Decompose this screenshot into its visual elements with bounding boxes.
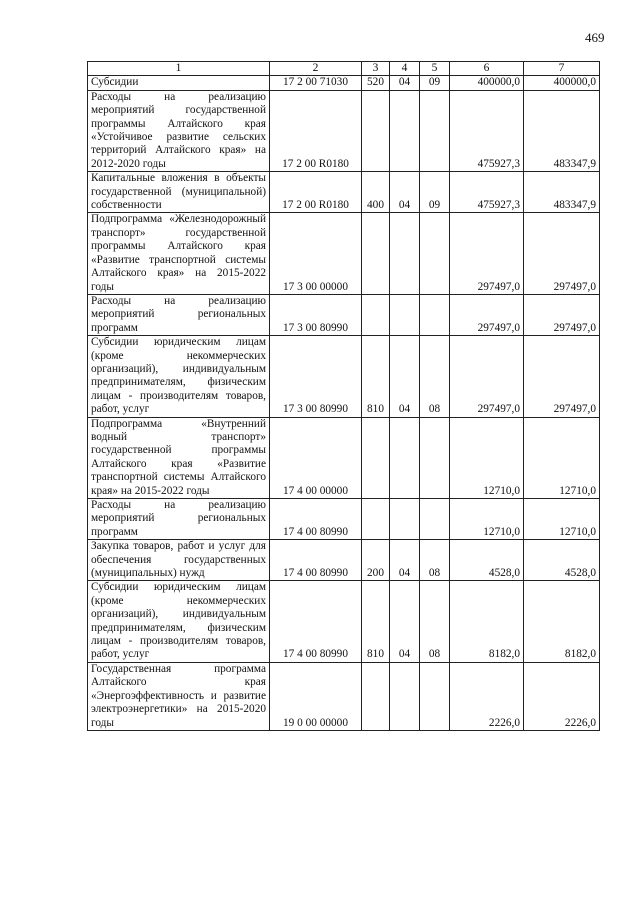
row-expense-type <box>362 662 390 730</box>
row-code: 17 4 00 00000 <box>270 417 362 498</box>
row-code: 17 4 00 80990 <box>270 581 362 662</box>
row-name: Расходы на реализацию мероприятий региональных программ <box>88 499 270 540</box>
row-code: 17 4 00 80990 <box>270 499 362 540</box>
row-name: Капитальные вложения в объекты государственной (муниципальной) собственности <box>88 172 270 213</box>
row-section: 04 <box>390 581 420 662</box>
row-subsection <box>420 417 450 498</box>
row-amount-2: 297497,0 <box>524 336 600 417</box>
column-number-row <box>88 62 600 76</box>
table-row <box>88 336 600 417</box>
column-header-7: 7 <box>524 62 600 76</box>
row-amount-1: 297497,0 <box>450 294 524 335</box>
table-row <box>88 417 600 498</box>
budget-table <box>87 61 600 731</box>
row-amount-1: 400000,0 <box>450 76 524 90</box>
row-expense-type: 520 <box>362 76 390 90</box>
row-amount-2: 400000,0 <box>524 76 600 90</box>
table-row <box>88 499 600 540</box>
row-name: Расходы на реализацию мероприятий региональных программ <box>88 294 270 335</box>
row-subsection <box>420 294 450 335</box>
row-subsection <box>420 662 450 730</box>
row-section: 04 <box>390 540 420 581</box>
row-subsection: 08 <box>420 540 450 581</box>
row-code: 17 2 00 R0180 <box>270 172 362 213</box>
column-header-6: 6 <box>450 62 524 76</box>
row-amount-2: 4528,0 <box>524 540 600 581</box>
row-amount-2: 2226,0 <box>524 662 600 730</box>
row-name: Расходы на реализацию мероприятий государственной программы Алтайского края «Устойчивое развитие сельских территорий Алтайского края» на 2012-2020 годы <box>88 90 270 171</box>
row-section <box>390 294 420 335</box>
column-header-1: 1 <box>88 62 270 76</box>
table-row <box>88 213 600 294</box>
row-section <box>390 213 420 294</box>
row-expense-type: 400 <box>362 172 390 213</box>
row-amount-1: 475927,3 <box>450 172 524 213</box>
row-subsection <box>420 213 450 294</box>
row-expense-type <box>362 213 390 294</box>
row-amount-1: 12710,0 <box>450 417 524 498</box>
row-amount-1: 297497,0 <box>450 336 524 417</box>
table-row <box>88 662 600 730</box>
row-amount-2: 297497,0 <box>524 213 600 294</box>
column-header-5: 5 <box>420 62 450 76</box>
row-name: Государственная программа Алтайского края «Энергоэффективность и развитие электроэнергетики» на 2015-2020 годы <box>88 662 270 730</box>
row-name: Субсидии юридическим лицам (кроме некоммерческих организаций), индивидуальным предпринимателям, физическим лицам - производителям товаров, работ, услуг <box>88 336 270 417</box>
row-subsection <box>420 499 450 540</box>
row-name: Закупка товаров, работ и услуг для обеспечения государственных (муниципальных) нужд <box>88 540 270 581</box>
row-name: Субсидии <box>88 76 270 90</box>
table-row <box>88 90 600 171</box>
row-section: 04 <box>390 336 420 417</box>
row-expense-type <box>362 90 390 171</box>
table-row <box>88 172 600 213</box>
row-code: 17 3 00 80990 <box>270 294 362 335</box>
table-row <box>88 540 600 581</box>
row-section <box>390 417 420 498</box>
table-row <box>88 294 600 335</box>
row-amount-1: 12710,0 <box>450 499 524 540</box>
page-number: 469 <box>585 30 605 45</box>
row-amount-2: 12710,0 <box>524 417 600 498</box>
row-code: 17 3 00 00000 <box>270 213 362 294</box>
row-amount-1: 4528,0 <box>450 540 524 581</box>
row-section: 04 <box>390 76 420 90</box>
row-section <box>390 499 420 540</box>
row-expense-type: 810 <box>362 336 390 417</box>
row-subsection: 08 <box>420 336 450 417</box>
row-section <box>390 662 420 730</box>
row-amount-1: 475927,3 <box>450 90 524 171</box>
row-subsection <box>420 90 450 171</box>
column-header-4: 4 <box>390 62 420 76</box>
row-amount-2: 483347,9 <box>524 90 600 171</box>
row-amount-2: 297497,0 <box>524 294 600 335</box>
row-subsection: 08 <box>420 581 450 662</box>
row-expense-type: 200 <box>362 540 390 581</box>
table-row <box>88 581 600 662</box>
row-code: 17 2 00 71030 <box>270 76 362 90</box>
column-header-2: 2 <box>270 62 362 76</box>
row-name: Субсидии юридическим лицам (кроме некоммерческих организаций), индивидуальным предпринимателям, физическим лицам - производителям товаров, работ, услуг <box>88 581 270 662</box>
row-code: 17 2 00 R0180 <box>270 90 362 171</box>
row-subsection: 09 <box>420 172 450 213</box>
row-code: 17 3 00 80990 <box>270 336 362 417</box>
column-header-3: 3 <box>362 62 390 76</box>
row-expense-type <box>362 499 390 540</box>
row-section: 04 <box>390 172 420 213</box>
row-amount-1: 2226,0 <box>450 662 524 730</box>
row-section <box>390 90 420 171</box>
row-amount-2: 12710,0 <box>524 499 600 540</box>
row-subsection: 09 <box>420 76 450 90</box>
table-row <box>88 76 600 90</box>
row-expense-type <box>362 294 390 335</box>
row-name: Подпрограмма «Внутренний водный транспорт» государственной программы Алтайского края «Развитие транспортной системы Алтайского края» на 2015-2022 годы <box>88 417 270 498</box>
row-amount-1: 8182,0 <box>450 581 524 662</box>
row-name: Подпрограмма «Железнодорожный транспорт» государственной программы Алтайского края «Развитие транспортной системы Алтайского края» на 2015-2022 годы <box>88 213 270 294</box>
row-amount-1: 297497,0 <box>450 213 524 294</box>
row-expense-type: 810 <box>362 581 390 662</box>
row-expense-type <box>362 417 390 498</box>
row-code: 19 0 00 00000 <box>270 662 362 730</box>
row-code: 17 4 00 80990 <box>270 540 362 581</box>
row-amount-2: 483347,9 <box>524 172 600 213</box>
row-amount-2: 8182,0 <box>524 581 600 662</box>
